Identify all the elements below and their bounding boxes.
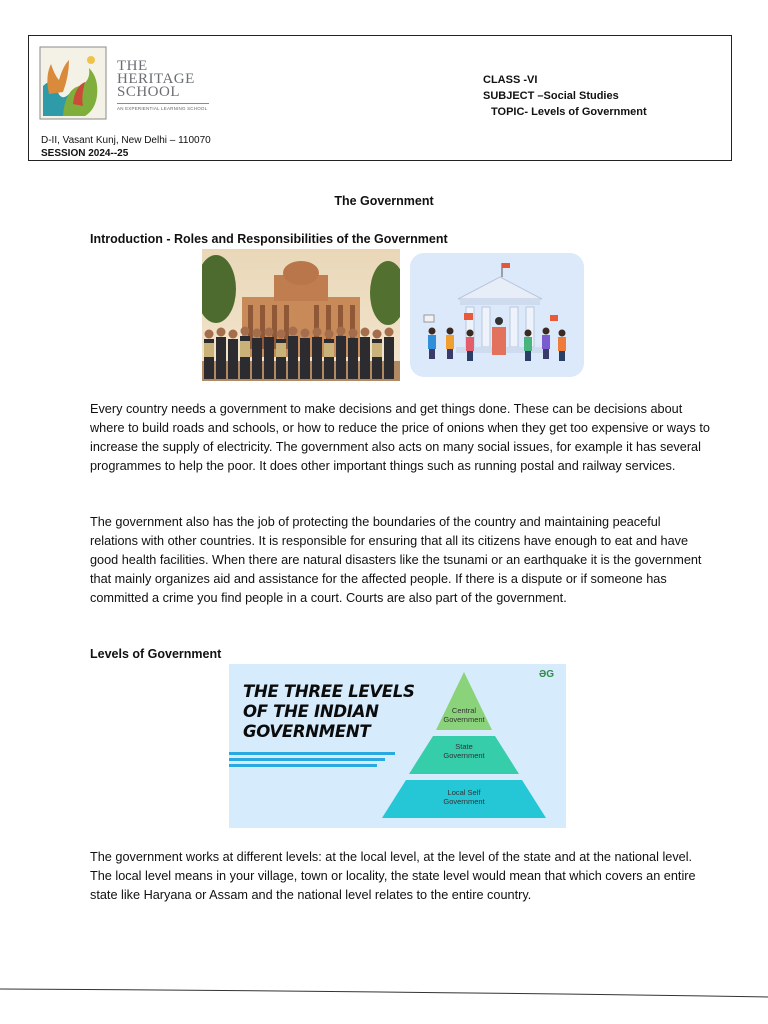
level-label-line: Central	[451, 706, 477, 715]
logo-divider	[117, 103, 209, 104]
school-name-line: SCHOOL	[117, 84, 181, 100]
parliament-officials-image	[202, 249, 400, 381]
levels-paragraph: The government works at different levels: at the local level, at the level of the state and at the national level. The local level means in your village, town or locality, the state level would mean that which covers an entire state like Haryana or Assam and the national level relates to the entire country.	[90, 850, 696, 902]
topic-label: TOPIC- Levels of Government	[491, 106, 647, 118]
three-levels-infographic	[229, 664, 566, 828]
school-address-block	[41, 134, 211, 160]
levels-heading: Levels of Government	[90, 647, 222, 661]
document-title: The Government	[334, 194, 434, 208]
local-government-label	[428, 788, 500, 806]
citizens-government-building-image	[410, 253, 584, 377]
school-name-line: THE	[117, 58, 148, 74]
intro-heading: Introduction - Roles and Responsibilities of the Government	[90, 232, 448, 246]
level-label-line: Government	[443, 715, 485, 724]
state-government-label	[428, 742, 500, 760]
school-name	[117, 60, 195, 99]
infographic-title-line: GOVERNMENT	[243, 722, 371, 741]
level-label-line: State	[455, 742, 473, 751]
level-label-line: Government	[443, 797, 485, 806]
intro-paragraph-2: The government also has the job of protecting the boundaries of the country and maintaining peaceful relations with other countries. It is responsible for ensuring that all its citizens have enough to eat and have good health facilities. When there are natural disasters like the tsunami or an earthquake it is the government that mainly organizes aid and assistance for the affected people. If there is a dispute or if someone has committed a crime you find people in a court. Courts are also part of the government.	[90, 515, 702, 605]
school-address: D-II, Vasant Kunj, New Delhi – 110070	[41, 135, 211, 146]
intro-paragraph-1: Every country needs a government to make decisions and get things done. These can be decisions about where to build roads and schools, or how to reduce the price of onions when they get too expensive or ways to increase the supply of electricity. The government also acts on many social issues, for example it has several programmes to help the poor. It does other important things such as running postal and railway services.	[90, 402, 710, 473]
school-tagline: AN EXPERIENTIAL LEARNING SCHOOL	[117, 106, 208, 111]
class-info	[483, 72, 647, 120]
class-label: CLASS -VI	[483, 74, 538, 86]
decorative-stripes	[229, 752, 399, 772]
central-government-label	[428, 706, 500, 724]
footer-divider	[0, 986, 768, 1000]
brand-logo-icon: ƏG	[539, 669, 555, 680]
document-header	[28, 35, 732, 161]
school-logo-icon	[39, 46, 107, 120]
infographic-title-line: OF THE INDIAN	[243, 702, 379, 721]
level-label-line: Local Self	[447, 788, 481, 797]
school-name-line: HERITAGE	[117, 71, 195, 87]
level-label-line: Government	[443, 751, 485, 760]
session-label: SESSION 2024--25	[41, 148, 129, 159]
infographic-title-line: THE THREE LEVELS	[243, 682, 415, 701]
subject-label: SUBJECT –Social Studies	[483, 90, 619, 102]
